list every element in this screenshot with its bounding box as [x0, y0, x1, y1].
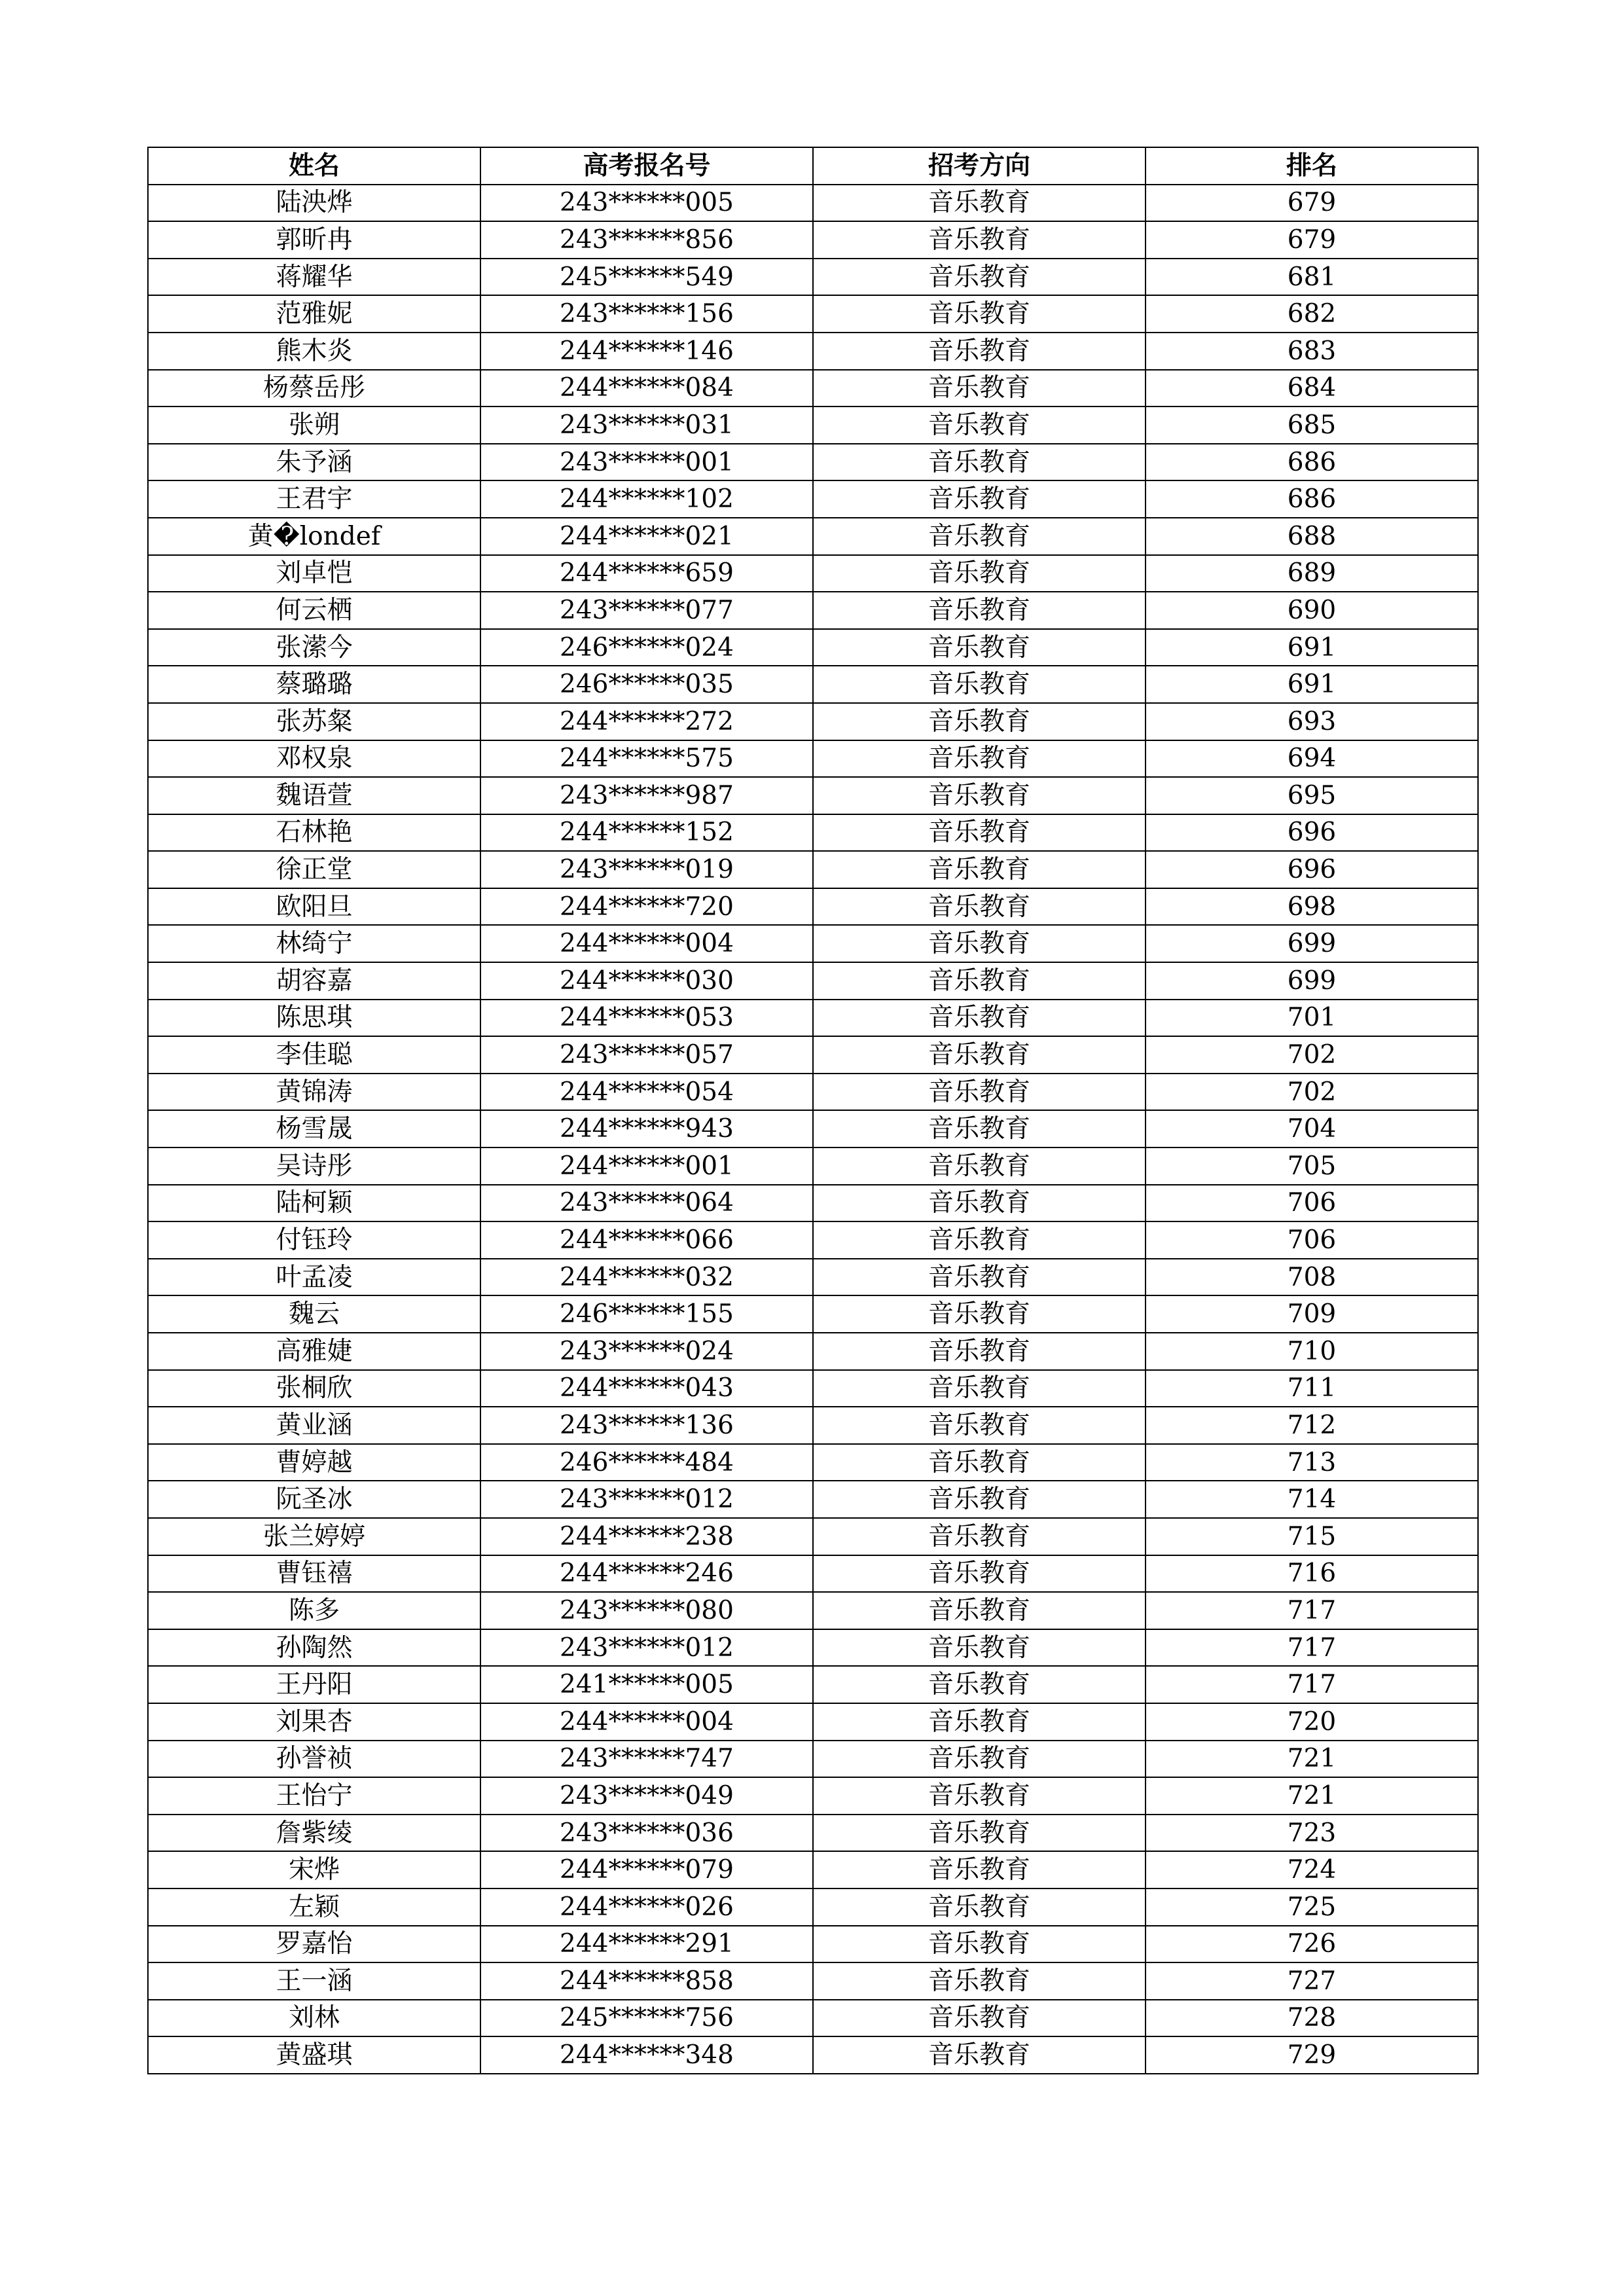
cell-name: 刘果杏: [148, 1703, 480, 1741]
cell-rank: 688: [1146, 518, 1478, 555]
cell-admission-direction: 音乐教育: [813, 1221, 1146, 1259]
table-row: [148, 370, 1478, 407]
cell-name: 左颖: [148, 1888, 480, 1926]
table-row: [148, 480, 1478, 518]
cell-name: 王丹阳: [148, 1666, 480, 1703]
table-row: [148, 1444, 1478, 1481]
table-row: [148, 1259, 1478, 1296]
cell-rank: 717: [1146, 1666, 1478, 1703]
cell-rank: 716: [1146, 1555, 1478, 1593]
cell-name: 孙誉祯: [148, 1741, 480, 1778]
cell-registration-number: 244******004: [480, 925, 813, 962]
cell-admission-direction: 音乐教育: [813, 1074, 1146, 1111]
cell-admission-direction: 音乐教育: [813, 1295, 1146, 1333]
cell-name: 王君宇: [148, 480, 480, 518]
cell-rank: 729: [1146, 2036, 1478, 2074]
cell-rank: 713: [1146, 1444, 1478, 1481]
cell-admission-direction: 音乐教育: [813, 740, 1146, 778]
cell-rank: 715: [1146, 1518, 1478, 1555]
cell-admission-direction: 音乐教育: [813, 1407, 1146, 1444]
cell-registration-number: 244******084: [480, 370, 813, 407]
cell-name: 黄业涵: [148, 1407, 480, 1444]
cell-name: 叶孟凌: [148, 1259, 480, 1296]
cell-registration-number: 243******036: [480, 1815, 813, 1852]
cell-rank: 726: [1146, 1926, 1478, 1963]
cell-rank: 717: [1146, 1629, 1478, 1667]
cell-rank: 694: [1146, 740, 1478, 778]
cell-rank: 714: [1146, 1481, 1478, 1518]
cell-name: 郭昕冉: [148, 221, 480, 259]
cell-admission-direction: 音乐教育: [813, 1444, 1146, 1481]
cell-rank: 682: [1146, 295, 1478, 333]
cell-registration-number: 244******720: [480, 888, 813, 926]
table-row: [148, 1888, 1478, 1926]
cell-name: 徐正堂: [148, 851, 480, 888]
cell-admission-direction: 音乐教育: [813, 1370, 1146, 1407]
cell-registration-number: 244******032: [480, 1259, 813, 1296]
cell-admission-direction: 音乐教育: [813, 592, 1146, 629]
cell-name: 朱予涵: [148, 444, 480, 481]
cell-name: 黄锦涛: [148, 1074, 480, 1111]
cell-registration-number: 244******152: [480, 814, 813, 852]
cell-registration-number: 244******858: [480, 1962, 813, 2000]
cell-name: 孙陶然: [148, 1629, 480, 1667]
cell-registration-number: 243******080: [480, 1592, 813, 1629]
cell-name: 欧阳旦: [148, 888, 480, 926]
cell-registration-number: 246******155: [480, 1295, 813, 1333]
table-row: [148, 518, 1478, 555]
cell-admission-direction: 音乐教育: [813, 221, 1146, 259]
cell-name: 魏语萱: [148, 777, 480, 814]
table-row: [148, 1815, 1478, 1852]
cell-name: 胡容嘉: [148, 962, 480, 1000]
cell-admission-direction: 音乐教育: [813, 629, 1146, 666]
cell-name: 陆泱烨: [148, 185, 480, 222]
table-row: [148, 592, 1478, 629]
table-row: [148, 1221, 1478, 1259]
cell-registration-number: 243******012: [480, 1481, 813, 1518]
cell-name: 林绮宁: [148, 925, 480, 962]
cell-admission-direction: 音乐教育: [813, 1555, 1146, 1593]
cell-rank: 702: [1146, 1074, 1478, 1111]
cell-rank: 721: [1146, 1777, 1478, 1815]
cell-name: 魏云: [148, 1295, 480, 1333]
cell-admission-direction: 音乐教育: [813, 1926, 1146, 1963]
cell-name: 王怡宁: [148, 1777, 480, 1815]
table-row: [148, 851, 1478, 888]
cell-registration-number: 245******549: [480, 259, 813, 296]
table-row: [148, 1962, 1478, 2000]
cell-rank: 683: [1146, 333, 1478, 370]
cell-admission-direction: 音乐教育: [813, 518, 1146, 555]
table-row: [148, 925, 1478, 962]
cell-name: 黄�londef: [148, 518, 480, 555]
cell-name: 熊木炎: [148, 333, 480, 370]
header-rank: 排名: [1146, 147, 1478, 185]
cell-rank: 696: [1146, 851, 1478, 888]
cell-rank: 684: [1146, 370, 1478, 407]
table-row: [148, 2036, 1478, 2074]
table-row: [148, 555, 1478, 592]
cell-rank: 679: [1146, 185, 1478, 222]
cell-name: 李佳聪: [148, 1036, 480, 1074]
cell-name: 范雅妮: [148, 295, 480, 333]
cell-name: 张兰婷婷: [148, 1518, 480, 1555]
cell-registration-number: 243******001: [480, 444, 813, 481]
cell-registration-number: 244******272: [480, 703, 813, 740]
cell-admission-direction: 音乐教育: [813, 2036, 1146, 2074]
table-row: [148, 1629, 1478, 1667]
cell-registration-number: 243******005: [480, 185, 813, 222]
cell-name: 杨雪晟: [148, 1110, 480, 1148]
cell-admission-direction: 音乐教育: [813, 703, 1146, 740]
table-row: [148, 333, 1478, 370]
cell-admission-direction: 音乐教育: [813, 666, 1146, 703]
table-row: [148, 1185, 1478, 1222]
cell-rank: 712: [1146, 1407, 1478, 1444]
cell-rank: 706: [1146, 1221, 1478, 1259]
cell-admission-direction: 音乐教育: [813, 1110, 1146, 1148]
cell-registration-number: 243******077: [480, 592, 813, 629]
cell-admission-direction: 音乐教育: [813, 1000, 1146, 1037]
cell-admission-direction: 音乐教育: [813, 1962, 1146, 2000]
cell-admission-direction: 音乐教育: [813, 1592, 1146, 1629]
cell-registration-number: 244******004: [480, 1703, 813, 1741]
cell-admission-direction: 音乐教育: [813, 2000, 1146, 2037]
cell-rank: 686: [1146, 444, 1478, 481]
cell-registration-number: 244******053: [480, 1000, 813, 1037]
cell-registration-number: 245******756: [480, 2000, 813, 2037]
table-row: [148, 777, 1478, 814]
cell-admission-direction: 音乐教育: [813, 333, 1146, 370]
table-row: [148, 221, 1478, 259]
cell-name: 蔡璐璐: [148, 666, 480, 703]
cell-registration-number: 243******031: [480, 407, 813, 444]
cell-name: 陈思琪: [148, 1000, 480, 1037]
table-row: [148, 1703, 1478, 1741]
table-row: [148, 1148, 1478, 1185]
cell-name: 张朔: [148, 407, 480, 444]
table-row: [148, 703, 1478, 740]
cell-registration-number: 244******102: [480, 480, 813, 518]
cell-admission-direction: 音乐教育: [813, 1629, 1146, 1667]
cell-registration-number: 244******943: [480, 1110, 813, 1148]
table-row: [148, 1370, 1478, 1407]
cell-admission-direction: 音乐教育: [813, 1518, 1146, 1555]
cell-name: 陆柯颖: [148, 1185, 480, 1222]
cell-rank: 727: [1146, 1962, 1478, 2000]
cell-registration-number: 243******049: [480, 1777, 813, 1815]
cell-admission-direction: 音乐教育: [813, 555, 1146, 592]
cell-registration-number: 243******019: [480, 851, 813, 888]
cell-registration-number: 243******156: [480, 295, 813, 333]
cell-rank: 696: [1146, 814, 1478, 852]
cell-admission-direction: 音乐教育: [813, 851, 1146, 888]
table-row: [148, 1295, 1478, 1333]
cell-admission-direction: 音乐教育: [813, 370, 1146, 407]
cell-admission-direction: 音乐教育: [813, 1036, 1146, 1074]
table-row: [148, 814, 1478, 852]
cell-admission-direction: 音乐教育: [813, 777, 1146, 814]
table-row: [148, 1666, 1478, 1703]
cell-name: 张桐欣: [148, 1370, 480, 1407]
cell-rank: 698: [1146, 888, 1478, 926]
cell-registration-number: 244******246: [480, 1555, 813, 1593]
cell-registration-number: 243******012: [480, 1629, 813, 1667]
table-row: [148, 295, 1478, 333]
cell-rank: 702: [1146, 1036, 1478, 1074]
table-row: [148, 629, 1478, 666]
cell-admission-direction: 音乐教育: [813, 1703, 1146, 1741]
cell-rank: 699: [1146, 925, 1478, 962]
cell-name: 石林艳: [148, 814, 480, 852]
cell-admission-direction: 音乐教育: [813, 888, 1146, 926]
cell-name: 曹婷越: [148, 1444, 480, 1481]
cell-rank: 679: [1146, 221, 1478, 259]
cell-registration-number: 243******136: [480, 1407, 813, 1444]
table-row: [148, 740, 1478, 778]
cell-registration-number: 246******484: [480, 1444, 813, 1481]
table-row: [148, 1777, 1478, 1815]
cell-name: 何云栖: [148, 592, 480, 629]
cell-admission-direction: 音乐教育: [813, 1259, 1146, 1296]
table-row: [148, 1555, 1478, 1593]
cell-rank: 699: [1146, 962, 1478, 1000]
cell-rank: 681: [1146, 259, 1478, 296]
cell-admission-direction: 音乐教育: [813, 1741, 1146, 1778]
cell-admission-direction: 音乐教育: [813, 1851, 1146, 1888]
cell-name: 刘卓恺: [148, 555, 480, 592]
cell-rank: 725: [1146, 1888, 1478, 1926]
cell-admission-direction: 音乐教育: [813, 1815, 1146, 1852]
cell-rank: 711: [1146, 1370, 1478, 1407]
cell-admission-direction: 音乐教育: [813, 962, 1146, 1000]
cell-admission-direction: 音乐教育: [813, 259, 1146, 296]
cell-rank: 691: [1146, 666, 1478, 703]
cell-rank: 693: [1146, 703, 1478, 740]
cell-registration-number: 244******043: [480, 1370, 813, 1407]
header-admission-direction: 招考方向: [813, 147, 1146, 185]
table-header-row: [148, 147, 1478, 185]
table-row: [148, 1036, 1478, 1074]
cell-rank: 685: [1146, 407, 1478, 444]
cell-registration-number: 241******005: [480, 1666, 813, 1703]
cell-rank: 724: [1146, 1851, 1478, 1888]
cell-rank: 720: [1146, 1703, 1478, 1741]
cell-registration-number: 244******146: [480, 333, 813, 370]
cell-registration-number: 243******064: [480, 1185, 813, 1222]
cell-registration-number: 246******024: [480, 629, 813, 666]
table-row: [148, 666, 1478, 703]
cell-rank: 710: [1146, 1333, 1478, 1370]
cell-registration-number: 244******348: [480, 2036, 813, 2074]
cell-name: 付钰玲: [148, 1221, 480, 1259]
cell-rank: 689: [1146, 555, 1478, 592]
cell-registration-number: 243******987: [480, 777, 813, 814]
cell-admission-direction: 音乐教育: [813, 1148, 1146, 1185]
cell-admission-direction: 音乐教育: [813, 185, 1146, 222]
cell-registration-number: 244******575: [480, 740, 813, 778]
table-row: [148, 1000, 1478, 1037]
table-row: [148, 185, 1478, 222]
cell-name: 蒋耀华: [148, 259, 480, 296]
cell-registration-number: 246******035: [480, 666, 813, 703]
cell-name: 罗嘉怡: [148, 1926, 480, 1963]
table-row: [148, 444, 1478, 481]
cell-name: 黄盛琪: [148, 2036, 480, 2074]
cell-registration-number: 244******079: [480, 1851, 813, 1888]
cell-name: 邓权泉: [148, 740, 480, 778]
cell-registration-number: 244******030: [480, 962, 813, 1000]
ranking-table: [147, 147, 1479, 2074]
cell-registration-number: 243******057: [480, 1036, 813, 1074]
cell-rank: 708: [1146, 1259, 1478, 1296]
cell-admission-direction: 音乐教育: [813, 1888, 1146, 1926]
cell-registration-number: 244******238: [480, 1518, 813, 1555]
cell-rank: 705: [1146, 1148, 1478, 1185]
cell-rank: 721: [1146, 1741, 1478, 1778]
cell-name: 王一涵: [148, 1962, 480, 2000]
cell-registration-number: 244******066: [480, 1221, 813, 1259]
cell-name: 詹紫绫: [148, 1815, 480, 1852]
cell-rank: 690: [1146, 592, 1478, 629]
cell-registration-number: 244******001: [480, 1148, 813, 1185]
table-body: [148, 185, 1478, 2074]
cell-rank: 704: [1146, 1110, 1478, 1148]
cell-rank: 691: [1146, 629, 1478, 666]
cell-admission-direction: 音乐教育: [813, 407, 1146, 444]
cell-rank: 717: [1146, 1592, 1478, 1629]
cell-registration-number: 243******024: [480, 1333, 813, 1370]
table-row: [148, 1518, 1478, 1555]
table-row: [148, 407, 1478, 444]
cell-rank: 695: [1146, 777, 1478, 814]
table-row: [148, 1407, 1478, 1444]
cell-registration-number: 244******021: [480, 518, 813, 555]
cell-registration-number: 244******659: [480, 555, 813, 592]
table-row: [148, 1741, 1478, 1778]
cell-registration-number: 243******747: [480, 1741, 813, 1778]
table-row: [148, 962, 1478, 1000]
cell-registration-number: 243******856: [480, 221, 813, 259]
cell-name: 张苏粲: [148, 703, 480, 740]
cell-registration-number: 244******054: [480, 1074, 813, 1111]
cell-name: 刘林: [148, 2000, 480, 2037]
table-row: [148, 259, 1478, 296]
table-row: [148, 1926, 1478, 1963]
cell-name: 张潆今: [148, 629, 480, 666]
cell-admission-direction: 音乐教育: [813, 814, 1146, 852]
cell-admission-direction: 音乐教育: [813, 480, 1146, 518]
table-row: [148, 1074, 1478, 1111]
header-name: 姓名: [148, 147, 480, 185]
header-registration-number: 高考报名号: [480, 147, 813, 185]
table-row: [148, 1110, 1478, 1148]
cell-admission-direction: 音乐教育: [813, 1185, 1146, 1222]
cell-name: 吴诗彤: [148, 1148, 480, 1185]
cell-name: 阮圣冰: [148, 1481, 480, 1518]
cell-rank: 701: [1146, 1000, 1478, 1037]
cell-name: 陈多: [148, 1592, 480, 1629]
cell-registration-number: 244******026: [480, 1888, 813, 1926]
cell-admission-direction: 音乐教育: [813, 295, 1146, 333]
cell-admission-direction: 音乐教育: [813, 1333, 1146, 1370]
cell-admission-direction: 音乐教育: [813, 1777, 1146, 1815]
cell-admission-direction: 音乐教育: [813, 444, 1146, 481]
cell-name: 宋烨: [148, 1851, 480, 1888]
table-row: [148, 1481, 1478, 1518]
table-row: [148, 1333, 1478, 1370]
cell-rank: 686: [1146, 480, 1478, 518]
cell-name: 曹钰禧: [148, 1555, 480, 1593]
table-row: [148, 1851, 1478, 1888]
table-row: [148, 2000, 1478, 2037]
cell-rank: 728: [1146, 2000, 1478, 2037]
table-row: [148, 1592, 1478, 1629]
cell-rank: 706: [1146, 1185, 1478, 1222]
cell-admission-direction: 音乐教育: [813, 1666, 1146, 1703]
cell-name: 高雅婕: [148, 1333, 480, 1370]
cell-registration-number: 244******291: [480, 1926, 813, 1963]
cell-admission-direction: 音乐教育: [813, 925, 1146, 962]
cell-rank: 709: [1146, 1295, 1478, 1333]
cell-name: 杨蔡岳彤: [148, 370, 480, 407]
cell-rank: 723: [1146, 1815, 1478, 1852]
cell-admission-direction: 音乐教育: [813, 1481, 1146, 1518]
table-row: [148, 888, 1478, 926]
